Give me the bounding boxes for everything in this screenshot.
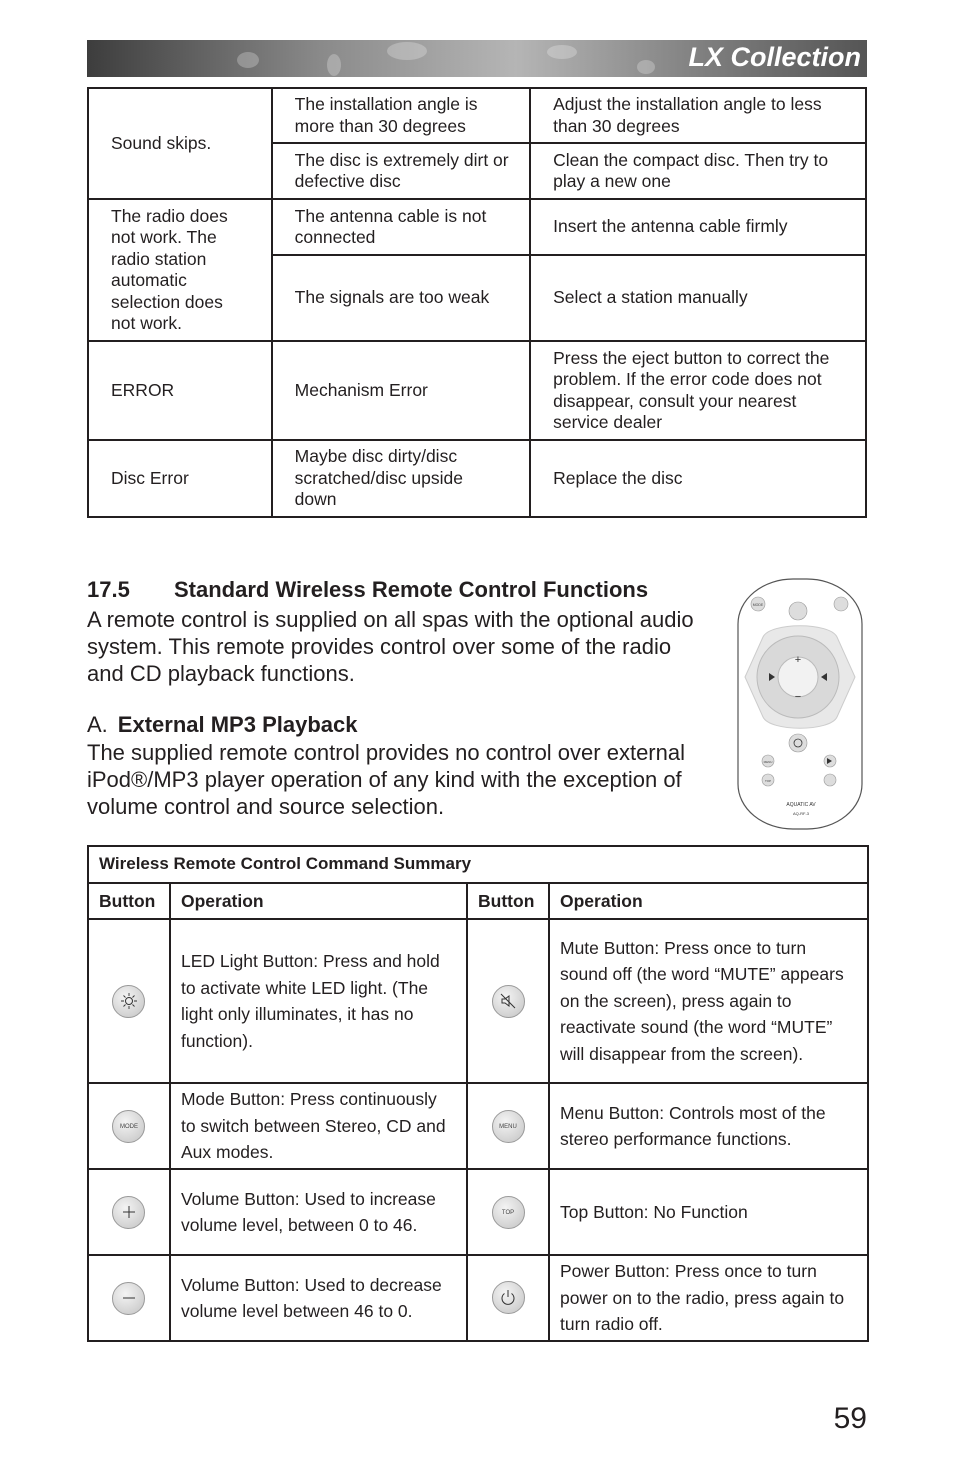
column-header: Button <box>467 883 549 920</box>
svg-text:−: − <box>794 691 802 703</box>
problem-cell: The radio does not work. The radio station automatic selection does not work. <box>88 199 272 341</box>
table-row <box>88 1083 868 1169</box>
cause-cell: The signals are too weak <box>272 255 530 341</box>
operation-cell: Mode Button: Press continuously to switch between Stereo, CD and Aux modes. <box>170 1083 467 1169</box>
solution-cell: Insert the antenna cable firmly <box>530 199 866 255</box>
table-row <box>88 341 866 440</box>
power-icon <box>492 1281 525 1314</box>
remote-menu-label: MENU <box>763 760 773 764</box>
cause-cell: Maybe disc dirty/disc scratched/disc upside down <box>272 440 530 517</box>
operation-cell: Menu Button: Controls most of the stereo performance functions. <box>549 1083 868 1169</box>
section-intro: A remote control is supplied on all spas with the optional audio system. This remote provides control over some of the radio and CD playback functions. <box>87 607 694 686</box>
top-button-icon: TOP <box>492 1196 525 1229</box>
remote-brand: AQUATIC AV <box>786 802 816 808</box>
solution-cell: Adjust the installation angle to less than 30 degrees <box>530 88 866 143</box>
problem-cell: Sound skips. <box>88 88 272 199</box>
remote-model: AQ-RF-3 <box>793 811 809 816</box>
mode-button-icon: MODE <box>112 1110 145 1143</box>
section-title: Standard Wireless Remote Control Functions <box>174 577 649 602</box>
menu-button-icon: MENU <box>492 1110 525 1143</box>
operation-cell: Volume Button: Used to decrease volume level between 46 to 0. <box>170 1255 467 1341</box>
remote-top-label: TOP <box>764 779 772 783</box>
table-row <box>88 88 866 143</box>
column-header: Operation <box>549 883 868 920</box>
problem-cell: ERROR <box>88 341 272 440</box>
header-banner <box>87 40 867 77</box>
svg-text:+: + <box>794 654 802 666</box>
solution-cell: Clean the compact disc. Then try to play a new one <box>530 143 866 199</box>
table-row <box>88 440 866 517</box>
operation-cell: Top Button: No Function <box>549 1169 868 1255</box>
page-number: 59 <box>833 1402 867 1435</box>
table-row <box>88 919 868 1083</box>
column-header: Operation <box>170 883 467 920</box>
subsection-letter: A. <box>87 712 108 737</box>
section-number: 17.5 <box>87 577 130 602</box>
table-row <box>88 199 866 255</box>
cause-cell: Mechanism Error <box>272 341 530 440</box>
command-summary-table <box>87 845 869 1342</box>
subsection-heading <box>87 712 357 738</box>
table-row <box>88 1169 868 1255</box>
mute-icon <box>492 985 525 1018</box>
subsection-title: External MP3 Playback <box>117 712 358 737</box>
column-header: Button <box>88 883 170 920</box>
section-heading <box>87 577 648 603</box>
cause-cell: The installation angle is more than 30 degrees <box>272 88 530 143</box>
solution-cell: Press the eject button to correct the problem. If the error code does not disappear, consult your nearest service dealer <box>530 341 866 440</box>
operation-cell: Power Button: Press once to turn power on to the radio, press again to turn radio off. <box>549 1255 868 1341</box>
solution-cell: Replace the disc <box>530 440 866 517</box>
solution-cell: Select a station manually <box>530 255 866 341</box>
subsection-text: The supplied remote control provides no control over external iPod®/MP3 player operation of any kind with the exception of volume control and source selection. <box>87 740 685 819</box>
table-caption: Wireless Remote Control Command Summary <box>88 846 868 883</box>
table-row <box>88 1255 868 1341</box>
remote-control-illustration <box>735 577 865 833</box>
cause-cell: The disc is extremely dirt or defective disc <box>272 143 530 199</box>
led-light-icon <box>112 985 145 1018</box>
operation-cell: Volume Button: Used to increase volume level, between 0 to 46. <box>170 1169 467 1255</box>
brand-title: LX Collection <box>688 42 861 72</box>
troubleshooting-table <box>87 87 867 518</box>
remote-mode-label: MODE <box>752 603 764 607</box>
operation-cell: Mute Button: Press once to turn sound off (the word “MUTE” appears on the screen), press again to reactivate sound (the word “MUTE” will disappear from the screen). <box>549 919 868 1083</box>
volume-down-icon <box>112 1282 145 1315</box>
operation-cell: LED Light Button: Press and hold to activate white LED light. (The light only illuminates, it has no function). <box>170 919 467 1083</box>
cause-cell: The antenna cable is not connected <box>272 199 530 255</box>
volume-up-icon <box>112 1196 145 1229</box>
problem-cell: Disc Error <box>88 440 272 517</box>
